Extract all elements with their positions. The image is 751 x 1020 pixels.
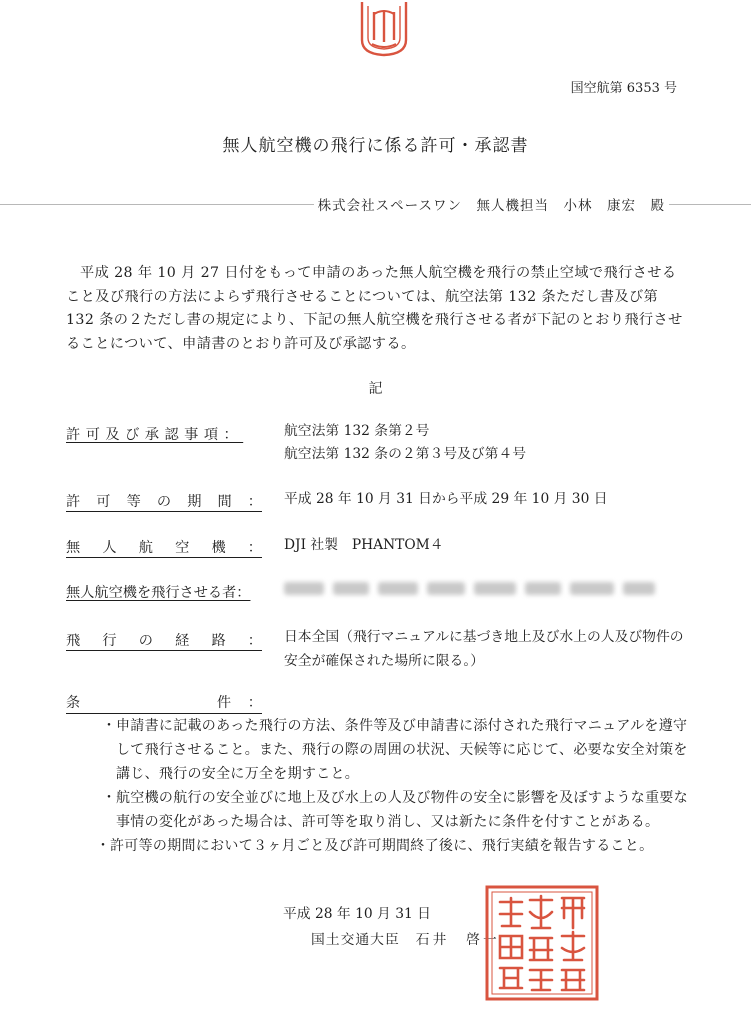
document-title: 無人航空機の飛行に係る許可・承認書 bbox=[222, 136, 529, 156]
approval-value-1: 航空法第 132 条第２号 bbox=[284, 423, 430, 439]
aircraft-label: 無 人 航 空 機 ： bbox=[66, 537, 262, 558]
bullet-icon: ・ bbox=[102, 790, 117, 806]
minister-name: 石井 啓一 bbox=[415, 932, 500, 948]
issue-date: 平成 28 年 10 月 31 日 bbox=[283, 906, 431, 922]
conditions-list bbox=[96, 714, 692, 858]
approval-value-2: 航空法第 132 条の２第３号及び第４号 bbox=[284, 446, 527, 462]
body-paragraph bbox=[66, 262, 686, 356]
operator-label: 無人航空機を飛行させる者： bbox=[66, 585, 251, 601]
bullet-icon: ・ bbox=[102, 718, 117, 734]
minister-title: 国土交通大臣 bbox=[311, 932, 400, 948]
condition-item: ・ 航空機の航行の安全並びに地上及び水上の人及び物件の安全に影響を及ぼすような重要な事情の変化があった場合は、許可等を取り消し、又は新たに条件を付すことがある。 bbox=[102, 786, 692, 834]
body-text: 平成 28 年 10 月 27 日付をもって申請のあった無人航空機を飛行の禁止空域で飛行させること及び飛行の方法によらず飛行させることについては、航空法第 132 条ただし書及び第 132 条の２ただし書の規定により、下記の無人航空機を飛行させる者が下記のとおり飛行させることについて、申請書のとおり許可及び承認する。 bbox=[66, 265, 683, 352]
document-number: 国空航第 6353 号 bbox=[570, 81, 677, 96]
condition-item: ・ 許可等の期間において３ヶ月ごと及び許可期間終了後に、飛行実績を報告すること。 bbox=[96, 834, 692, 858]
bullet-icon: ・ bbox=[96, 838, 111, 854]
aircraft-value: DJI 社製 PHANTOM４ bbox=[284, 537, 444, 553]
conditions-label: 条 件 ： bbox=[66, 692, 262, 714]
minister-signature bbox=[311, 928, 500, 948]
period-label: 許 可 等 の 期 間 ： bbox=[66, 491, 262, 512]
route-label: 飛 行 の 経 路 ： bbox=[66, 630, 262, 651]
red-seal-top-icon bbox=[356, 0, 412, 58]
operator-names-redacted bbox=[284, 580, 656, 596]
official-seal-icon bbox=[484, 884, 600, 1002]
ki-heading: 記 bbox=[368, 381, 383, 397]
approval-label: 許可及び承認事項： bbox=[66, 427, 244, 443]
period-value: 平成 28 年 10 月 31 日から平成 29 年 10 月 30 日 bbox=[284, 491, 608, 507]
route-value: 日本全国（飛行マニュアルに基づき地上及び水上の人及び物件の安全が確保された場所に限る。） bbox=[284, 629, 684, 669]
condition-item: ・ 申請書に記載のあった飛行の方法、条件等及び申請書に添付された飛行マニュアルを遵守して飛行させること。また、飛行の際の周囲の状況、天候等に応じて、必要な安全対策を講じ、飛行の安全に万全を期すこと。 bbox=[102, 714, 692, 786]
addressee: 株式会社スペースワン 無人機担当 小林 康宏 殿 bbox=[314, 194, 669, 214]
